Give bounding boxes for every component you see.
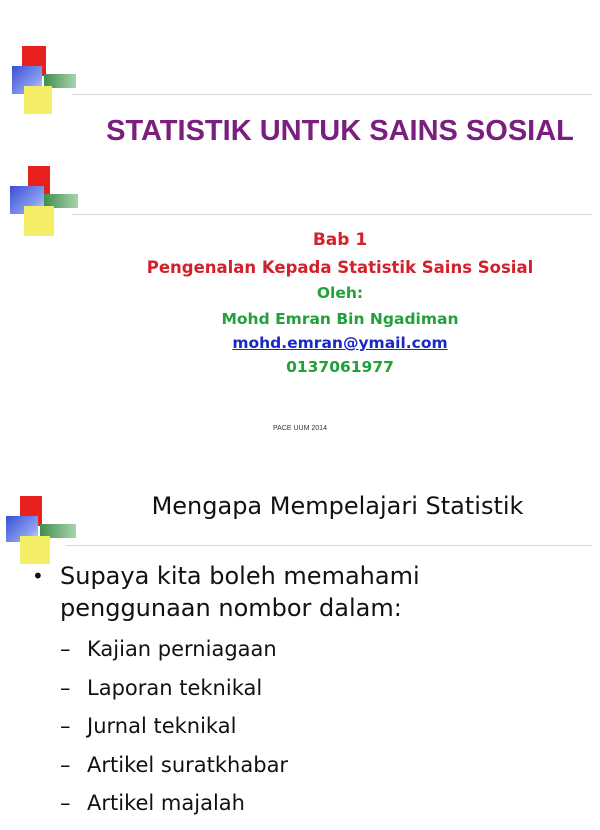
- slide-1-subtitle: Pengenalan Kepada Statistik Sains Sosial: [146, 258, 534, 277]
- list-item: – Laporan teknikal: [60, 675, 263, 700]
- list-item: – Kajian perniagaan: [60, 637, 277, 661]
- slide-footer: PACE UUM 2014: [273, 425, 327, 432]
- dash-icon: –: [60, 637, 71, 661]
- dash-icon: –: [60, 675, 71, 700]
- bullet-point: [32, 560, 552, 624]
- author-email-link[interactable]: mohd.emran@ymail.com: [232, 334, 448, 352]
- list-item: – Artikel majalah: [60, 791, 245, 815]
- slide-2-title: Mengapa Mempelajari Statistik: [151, 492, 524, 520]
- divider-line: [72, 94, 592, 95]
- divider-line: [66, 545, 592, 546]
- bullet-icon: •: [32, 564, 44, 588]
- author-phone: 0137061977: [286, 358, 394, 376]
- divider-line: [72, 214, 592, 215]
- list-item: – Artikel suratkhabar: [60, 752, 289, 777]
- chapter-label: Bab 1: [312, 230, 368, 250]
- by-label: Oleh:: [316, 284, 364, 302]
- slide-1-title: STATISTIK UNTUK SAINS SOSIAL: [106, 115, 574, 147]
- author-name: Mohd Emran Bin Ngadiman: [221, 310, 459, 328]
- bullet-text: Supaya kita boleh memahami penggunaan nombor dalam:: [60, 562, 420, 622]
- dash-icon: –: [60, 791, 71, 815]
- dash-icon: –: [60, 714, 71, 738]
- sub-bullet-list: [60, 637, 560, 830]
- dash-icon: –: [60, 752, 71, 777]
- list-item: – Jurnal teknikal: [60, 714, 237, 738]
- slide-decoration-squares-icon: [0, 44, 90, 124]
